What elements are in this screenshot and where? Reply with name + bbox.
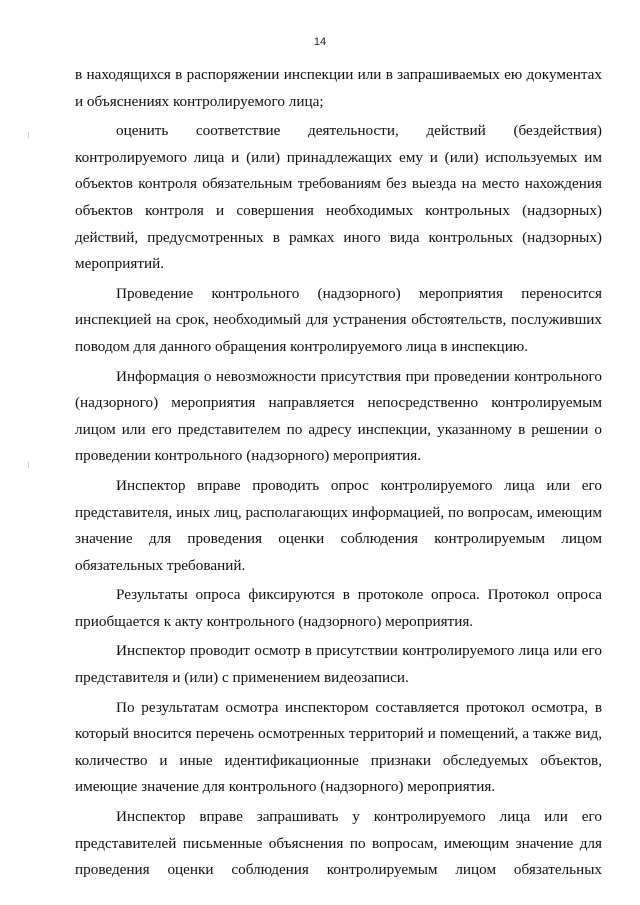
paragraph: По результатам осмотра инспектором составляется протокол осмотра, в который вносится перечень осмотренных территорий и помещений, а также вид, количество и иные идентификационные признаки обследуемых объектов, имеющие значение для контрольного (надзорного) мероприятия. xyxy=(75,698,602,796)
paragraph: оценить соответствие деятельности, действий (бездействия) контролируемого лица и (или) принадлежащих ему и (или) используемых им объектов контроля обязательным требованиям без выезда на место нахождения объектов контроля и совершения необходимых контрольных (надзорных) действий, предусмотренных в рамках иного вида контрольных (надзорных) мероприятий. xyxy=(75,122,602,273)
paragraph-continued: Инспектор вправе запрашивать у контролируемого лица или его представителей письменные объяснения по вопросам, имеющим значение для проведения оценки соблюдения контролируемым лицом обязательных xyxy=(75,808,602,879)
margin-mark xyxy=(28,132,29,138)
page-number: 14 xyxy=(313,36,327,48)
paragraph: Информация о невозможности присутствия при проведении контрольного (надзорного) мероприятия направляется непосредственно контролируемым лицом или его представителем по адресу инспекции, указанному в решении о проведении контрольного (надзорного) мероприятия. xyxy=(75,367,602,465)
paragraph: Результаты опроса фиксируются в протоколе опроса. Протокол опроса приобщается к акту контрольного (надзорного) мероприятия. xyxy=(75,586,602,630)
margin-mark xyxy=(28,462,29,468)
paragraph: Проведение контрольного (надзорного) мероприятия переносится инспекцией на срок, необходимый для устранения обстоятельств, послуживших поводом для данного обращения контролируемого лица в инспекцию. xyxy=(75,284,602,355)
document-body xyxy=(75,62,602,887)
paragraph: Инспектор проводит осмотр в присутствии контролируемого лица или его представителя и (или) с применением видеозаписи. xyxy=(75,642,602,687)
paragraph: в находящихся в распоряжении инспекции или в запрашиваемых ею документах и объяснениях контролируемого лица; xyxy=(75,66,602,110)
paragraph: Инспектор вправе проводить опрос контролируемого лица или его представителя, иных лиц, располагающих информацией, по вопросам, имеющим значение для проведения оценки соблюдения контролируемым лицом обязательных требований. xyxy=(75,476,602,574)
